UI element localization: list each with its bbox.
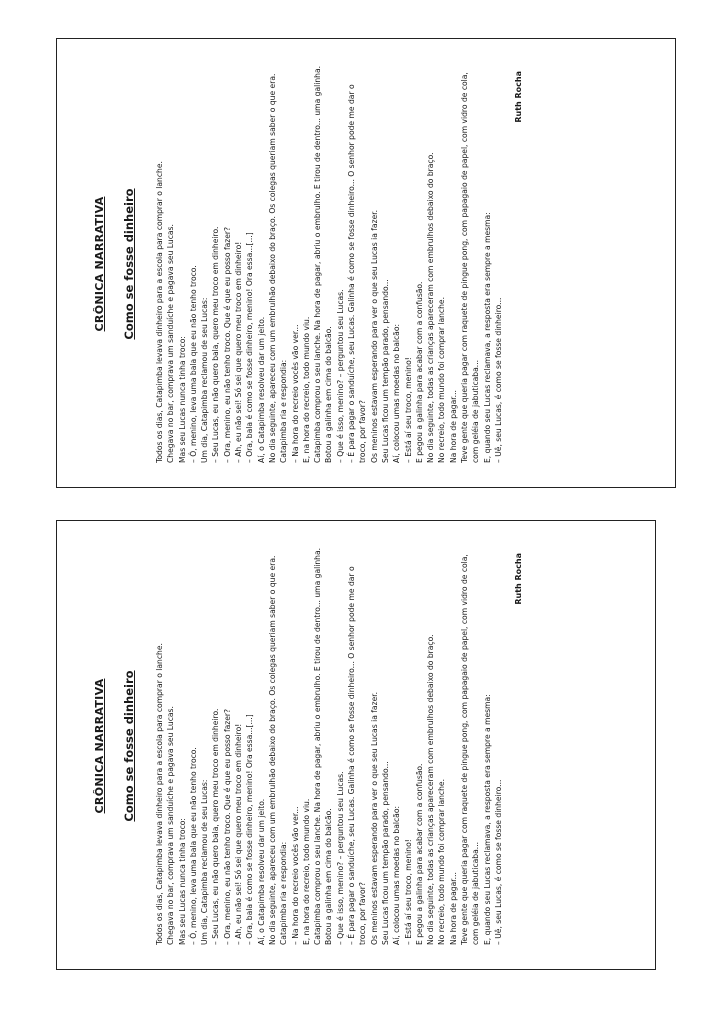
story-line: E pegou a galinha para acabar com a confusão. <box>414 763 424 945</box>
story-line: No dia seguinte, apareceu com um embrulhão debaixo do braço. Os colegas queriam saber o que era. Catapimba ria e respondia: <box>267 555 289 945</box>
story-line: – Está aí seu troco, menino! <box>403 839 413 945</box>
story-line: Botou a galinha em cima do balcão. <box>324 808 334 945</box>
story-line: – É para pagar o sanduíche, seu Lucas. Galinha é como se fosse dinheiro... O senhor pode me dar o troco, por favor? <box>347 84 368 463</box>
story-line: Teve gente que queria pagar com raquete de pingue pong, com papagaio de papel, com vidro de cola, com geléia de jabuticaba... <box>460 72 481 463</box>
story-line: – Está aí seu troco, menino! <box>403 357 413 463</box>
story-line: Seu Lucas ficou um tempão parado, pensando... <box>380 279 390 463</box>
story-line: – Ora, bala é como se fosse dinheiro, menino! Ora essa...[...] <box>245 714 255 945</box>
genre-heading: CRÔNICA NARRATIVA <box>93 678 106 814</box>
story-line: E, na hora do recreio, todo mundo viu. <box>301 316 311 463</box>
story-title: Como se fosse dinheiro <box>122 670 136 822</box>
story-line: – Seu Lucas, eu não quero bala, quero meu troco em dinheiro. <box>211 708 221 945</box>
story-line: No dia seguinte, apareceu com um embrulhão debaixo do braço. Os colegas queriam saber o que era. Catapimba ria e respondia: <box>267 73 289 463</box>
story-text <box>154 547 504 945</box>
story-line: – Na hora do recreio vocês vão ver... <box>290 806 300 945</box>
story-line: – Ô, menino, leva uma bala que eu não tenho troco. <box>188 265 198 463</box>
story-line: Um dia, Catapimba reclamou de seu Lucas: <box>200 297 210 463</box>
story-line: Os meninos estavam esperando para ver o que seu Lucas ia fazer. <box>369 691 379 945</box>
story-line: – Na hora do recreio vocês vão ver... <box>290 324 300 463</box>
story-line: Um dia, Catapimba reclamou de seu Lucas: <box>200 779 210 945</box>
story-title: Como se fosse dinheiro <box>122 188 136 340</box>
page-copy-bottom <box>56 520 656 970</box>
story-line: No recreio, todo mundo foi comprar lanche. <box>437 296 447 463</box>
story-line: No dia seguinte, todas as crianças apareceram com embrulhos debaixo do braço. <box>426 634 436 945</box>
story-line: Catapimba comprou o seu lanche. Na hora de pagar, abriu o embrulho. E tirou de dentro... uma galinha. <box>313 547 323 945</box>
page-copy-top <box>56 38 676 488</box>
story-line: – Ah, eu não sei! Só sei que quero meu troco em dinheiro! <box>234 241 244 463</box>
story-line: Todos os dias, Catapimba levava dinheiro para a escola para comprar o lanche. <box>155 161 164 463</box>
rotated-content <box>57 39 557 488</box>
story-line: – Seu Lucas, eu não quero bala, quero meu troco em dinheiro. <box>211 226 221 463</box>
story-line: E, quando seu Lucas reclamava, a resposta era sempre a mesma: <box>482 212 492 463</box>
story-line: Chegava no bar, comprava um sanduíche e pagava seu Lucas. <box>166 706 176 945</box>
story-line: Na hora de pagar... <box>448 872 458 945</box>
story-line: No dia seguinte, todas as crianças apareceram com embrulhos debaixo do braço. <box>426 152 436 463</box>
story-line: Aí, colocou umas moedas no balcão: <box>392 323 402 463</box>
rotated-content <box>57 521 557 970</box>
story-line: – Que é isso, menino? – perguntou seu Lucas. <box>335 771 345 945</box>
story-line: Todos os dias, Catapimba levava dinheiro para a escola para comprar o lanche. <box>155 643 164 945</box>
genre-heading: CRÔNICA NARRATIVA <box>93 196 106 332</box>
story-line: Botou a galinha em cima do balcão. <box>324 326 334 463</box>
story-line: – Ô, menino, leva uma bala que eu não tenho troco. <box>188 747 198 945</box>
story-line: – Que é isso, menino? – perguntou seu Lucas. <box>335 289 345 463</box>
story-line: E, na hora do recreio, todo mundo viu. <box>301 798 311 945</box>
story-text <box>154 65 504 463</box>
story-line: Seu Lucas ficou um tempão parado, pensando... <box>380 761 390 945</box>
story-line: – Ora, menino, eu não tenho troco. Que é que eu posso fazer? <box>222 708 232 945</box>
story-line: – É para pagar o sanduíche, seu Lucas. Galinha é como se fosse dinheiro... O senhor pode me dar o troco, por favor? <box>347 566 368 945</box>
story-line: E, quando seu Lucas reclamava, a resposta era sempre a mesma: <box>482 694 492 945</box>
story-line: – Uê, seu Lucas, é como se fosse dinheiro... <box>493 297 503 463</box>
story-line: Os meninos estavam esperando para ver o que seu Lucas ia fazer. <box>369 209 379 463</box>
story-line: Mas seu Lucas nunca tinha troco: <box>177 818 187 945</box>
story-line: Teve gente que queria pagar com raquete de pingue pong, com papagaio de papel, com vidro de cola, com geléia de jabuticaba... <box>460 554 481 945</box>
story-line: Chegava no bar, comprava um sanduíche e pagava seu Lucas. <box>166 224 176 463</box>
story-line: – Uê, seu Lucas, é como se fosse dinheiro... <box>493 779 503 945</box>
story-line: Aí, o Catapimba resolveu dar um jeito. <box>256 798 266 945</box>
story-line: Mas seu Lucas nunca tinha troco: <box>177 336 187 463</box>
author-name: Ruth Rocha <box>514 553 524 605</box>
author-name: Ruth Rocha <box>514 71 524 123</box>
story-line: – Ora, bala é como se fosse dinheiro, menino! Ora essa...[...] <box>245 232 255 463</box>
story-line: – Ora, menino, eu não tenho troco. Que é que eu posso fazer? <box>222 226 232 463</box>
story-line: – Ah, eu não sei! Só sei que quero meu troco em dinheiro! <box>234 723 244 945</box>
story-line: E pegou a galinha para acabar com a confusão. <box>414 281 424 463</box>
story-line: No recreio, todo mundo foi comprar lanche. <box>437 778 447 945</box>
story-line: Na hora de pagar... <box>448 390 458 463</box>
story-line: Aí, o Catapimba resolveu dar um jeito. <box>256 316 266 463</box>
story-line: Catapimba comprou o seu lanche. Na hora de pagar, abriu o embrulho. E tirou de dentro... uma galinha. <box>313 65 323 463</box>
story-line: Aí, colocou umas moedas no balcão: <box>392 805 402 945</box>
